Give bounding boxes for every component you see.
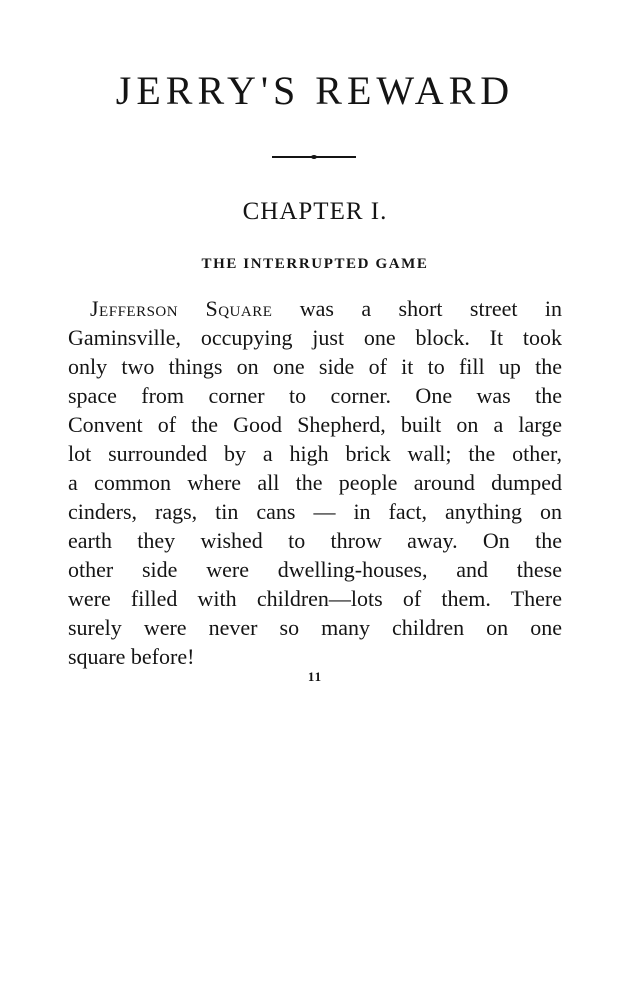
paragraph-line <box>68 294 562 323</box>
paragraph-line: earth they wished to throw away. On the <box>68 528 562 553</box>
paragraph-line: lot surrounded by a high brick wall; the other, <box>68 441 562 466</box>
paragraph-line: space from corner to corner. One was the <box>68 383 562 408</box>
paragraph-line: a common where all the people around dumped <box>68 470 562 495</box>
chapter-paragraph <box>68 294 562 671</box>
paragraph-line: Convent of the Good Shepherd, built on a large <box>68 412 562 437</box>
paragraph-line: cinders, rags, tin cans — in fact, anything on <box>68 499 562 524</box>
paragraph-line-text: was a short street in <box>299 296 563 321</box>
paragraph-line: square before! <box>68 644 195 669</box>
paragraph-line: other side were dwelling-houses, and these <box>68 557 562 582</box>
book-title: JERRY'S REWARD <box>115 68 515 113</box>
lead-small-caps: Square <box>205 296 273 321</box>
title-ornament-rule <box>272 155 356 159</box>
page-number: 11 <box>307 669 323 684</box>
paragraph-line: only two things on one side of it to fill up the <box>68 354 562 379</box>
chapter-number: CHAPTER I. <box>242 198 388 225</box>
lead-small-caps: Jefferson <box>90 296 179 321</box>
paragraph-line: were filled with children—lots of them. There <box>68 586 562 611</box>
paragraph-line: Gaminsville, occupying just one block. It took <box>68 325 562 350</box>
chapter-title: THE INTERRUPTED GAME <box>201 256 429 272</box>
paragraph-line: surely were never so many children on one <box>68 615 562 640</box>
ornament-dot <box>311 155 317 159</box>
